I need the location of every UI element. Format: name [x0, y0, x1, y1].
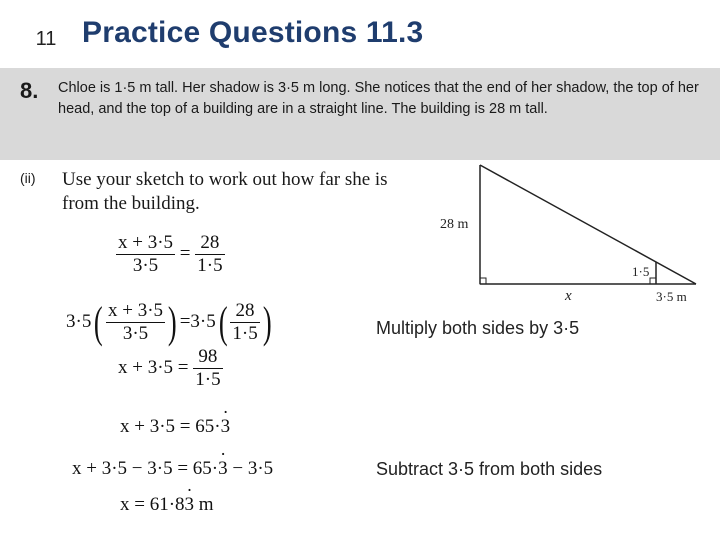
- eq5-lhs: x + 3·5 − 3·5 = 65·: [72, 458, 219, 479]
- equation-1: $\frac{x + 3\cdot 5}{3\cdot 5}$ = $\frac{28}{1\cdot 5}$: [118, 232, 223, 276]
- page-title: Practice Questions 11.3: [82, 16, 424, 49]
- eq5-tail: − 3·5: [227, 458, 274, 479]
- eq2-rhs-coef: 3·5: [190, 310, 216, 332]
- triangle-diagram: [430, 160, 710, 310]
- right-angle-marker: [650, 278, 656, 284]
- eq4-lhs: x + 3·5 = 65·: [120, 416, 221, 437]
- chapter-number: 11: [26, 25, 66, 53]
- eq3-rhs-den: 1·5: [195, 369, 221, 390]
- eq1-rhs-den: 1·5: [197, 255, 223, 276]
- eq2-lhs-den: 3·5: [122, 323, 149, 344]
- equation-5: [72, 458, 273, 480]
- eq1-rhs-num: 28: [195, 232, 224, 255]
- right-angle-marker: [480, 278, 486, 284]
- eq6-recurring: · 3: [185, 494, 195, 515]
- chloe-height-label: 1·5: [632, 264, 650, 279]
- eq5-recurring: · 3: [218, 458, 228, 479]
- note-subtract: Subtract 3·5 from both sides: [376, 459, 603, 479]
- question-text: Chloe is 1·5 m tall. Her shadow is 3·5 m long. She notices that the end of her shadow, the top of her head, and the top of a building are in a straight line. The building is 28 m tall.: [58, 80, 699, 117]
- eq6-unit: m: [194, 494, 214, 515]
- question-number: 8.: [20, 78, 39, 103]
- eq3-rhs-num: 98: [193, 346, 222, 369]
- eq3-lhs: x + 3·5 =: [118, 356, 189, 378]
- equation-3: [118, 346, 223, 391]
- sightline: [480, 165, 696, 284]
- eq2-coef: 3·5: [66, 310, 92, 332]
- eq6-lhs: x = 61·8: [120, 494, 185, 515]
- eq1-lhs-num: x + 3·5: [118, 232, 174, 253]
- distance-label: x: [565, 288, 572, 304]
- note-multiply: Multiply both sides by 3·5: [376, 318, 580, 338]
- shadow-label: 3·5 m: [656, 289, 687, 304]
- eq4-recurring: · 3: [221, 416, 231, 437]
- equation-4: [120, 416, 230, 438]
- part-text: Use your sketch to work out how far she is from the building.: [62, 169, 388, 214]
- equation-2: 3·5( $\frac{x + 3\cdot 5}{3\cdot 5}$ ) =3·5( $\frac{28}{1\cdot 5}$ ): [66, 297, 272, 347]
- eq2-rhs-num: 28: [230, 300, 259, 323]
- part-label: (ii): [20, 170, 36, 186]
- building-label: 28 m: [440, 217, 469, 232]
- eq2-rhs-den: 1·5: [232, 323, 258, 344]
- equation-6: [120, 494, 214, 516]
- eq1-lhs-den: 3·5: [132, 255, 159, 276]
- eq2-lhs-num: x + 3·5: [107, 300, 164, 321]
